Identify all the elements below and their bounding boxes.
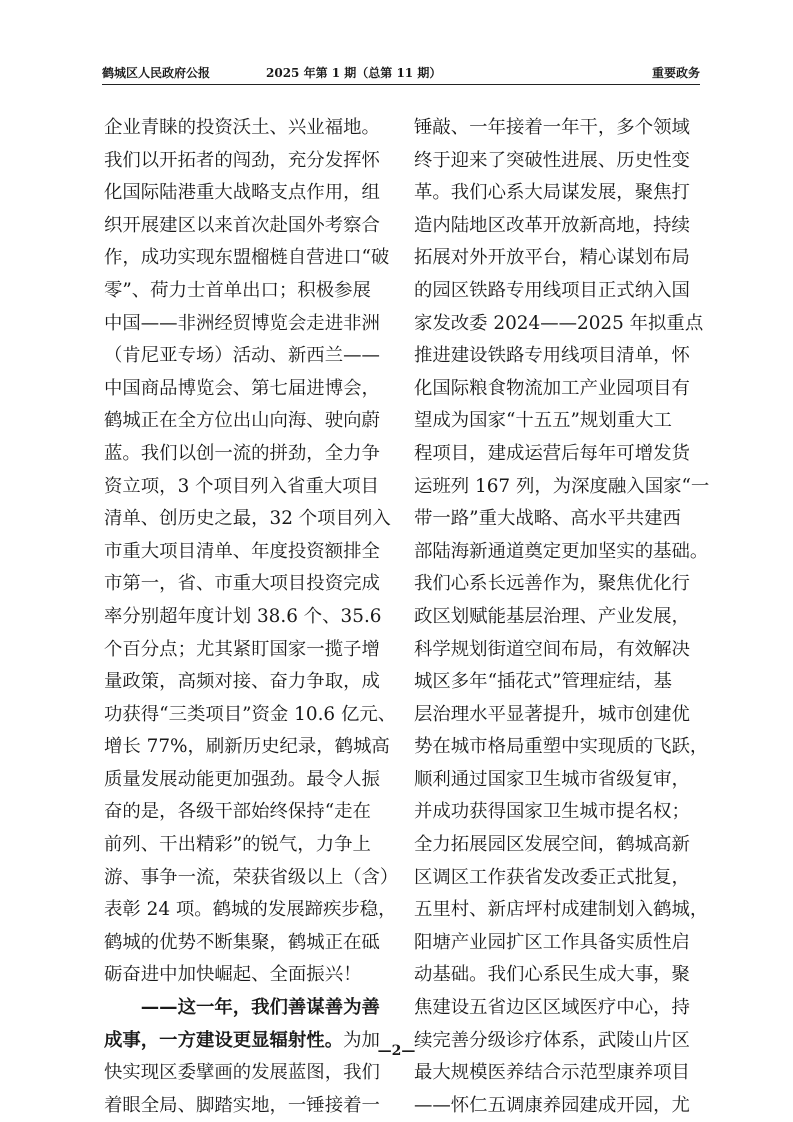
text-line: 城区多年“插花式”管理症结，基 <box>414 671 672 693</box>
section-heading-bold: ——这一年，我们善谋善为善 <box>104 997 380 1019</box>
text-line: ——怀仁五调康养园建成开园，尤 <box>414 1094 690 1116</box>
text-line: 五里村、新店坪村成建制划入鹤城， <box>414 899 709 921</box>
text-line: 市重大项目清单、年度投资额排全 <box>104 540 380 562</box>
text-line: 我们以开拓者的闯劲，充分发挥怀 <box>104 149 380 171</box>
text-line: 前列、干出精彩”的锐气，力争上 <box>104 834 371 856</box>
text-line: 快实现区委擘画的发展蓝图，我们 <box>104 1062 380 1084</box>
text-line: 奋的是，各级干部始终保持“走在 <box>104 801 371 823</box>
text-line: 层治理水平显著提升，城市创建优 <box>414 703 690 725</box>
text-line: 家发改委 2024——2025 年拟重点 <box>414 312 704 334</box>
text-line: 中国商品博览会、第七届进博会， <box>104 377 380 399</box>
text-line: 最大规模医养结合示范型康养项目 <box>414 1062 690 1084</box>
text-line: 中国——非洲经贸博览会走进非洲 <box>104 312 380 334</box>
text-line: 鹤城的优势不断集聚，鹤城正在砥 <box>104 931 380 953</box>
text-line: 革。我们心系大局谋发展，聚焦打 <box>414 182 690 204</box>
text-line: 游、事争一流，荣获省级以上（含） <box>104 866 399 888</box>
text-line: 砺奋进中加快崛起、全面振兴！ <box>104 964 362 986</box>
text-line: 拓展对外开放平台，精心谋划布局 <box>414 247 690 269</box>
text-line: 并成功获得国家卫生城市提名权； <box>414 801 690 823</box>
text-line: 鹤城正在全方位出山向海、驶向蔚 <box>104 410 380 432</box>
page-number: —2— <box>377 1043 416 1059</box>
text-line: 终于迎来了突破性进展、历史性变 <box>414 149 690 171</box>
right-column <box>414 112 710 1122</box>
text-line: 带一路”重大战略、高水平共建西 <box>414 508 681 530</box>
text-line: 运班列 167 列，为深度融入国家“一 <box>414 475 710 497</box>
text-line: 顺利通过国家卫生城市省级复审， <box>414 768 690 790</box>
text-line: 程项目，建成运营后每年可增发货 <box>414 442 690 464</box>
text-line: 增长 77%，刷新历史纪录，鹤城高 <box>104 736 390 758</box>
text-line: 的园区铁路专用线项目正式纳入国 <box>414 279 690 301</box>
text-line: 作，成功实现东盟榴梿自营进口“破 <box>104 247 390 269</box>
text-line: 部陆海新通道奠定更加坚实的基础。 <box>414 540 709 562</box>
text-line: 续完善分级诊疗体系，武陵山片区 <box>414 1029 690 1051</box>
text-line: 阳塘产业园扩区工作具备实质性启 <box>414 931 690 953</box>
text-line: 清单、创历史之最，32 个项目列入 <box>104 508 391 530</box>
text-line: 推进建设铁路专用线项目清单，怀 <box>414 345 690 367</box>
text-run: 为加 <box>343 1029 380 1051</box>
text-line: 资立项，3 个项目列入省重大项目 <box>104 475 380 497</box>
text-line: 焦建设五省边区区域医疗中心，持 <box>414 997 690 1019</box>
text-line: 区调区工作获省发改委正式批复， <box>414 866 690 888</box>
section-name: 重要政务 <box>651 66 700 80</box>
text-line: 零”、荷力士首单出口；积极参展 <box>104 279 371 301</box>
text-line: 锤敲、一年接着一年干，多个领域 <box>414 117 690 138</box>
text-line: 望成为国家“十五五”规划重大工 <box>414 410 672 432</box>
text-line: 动基础。我们心系民生成大事，聚 <box>414 964 690 986</box>
text-line: 功获得“三类项目”资金 10.6 亿元、 <box>104 703 397 725</box>
text-line: 个百分点；尤其紧盯国家一揽子增 <box>104 638 380 660</box>
text-line: 表彰 24 项。鹤城的发展蹄疾步稳， <box>104 899 397 921</box>
text-line: 量政策，高频对接、奋力争取，成 <box>104 671 380 693</box>
header-rule <box>102 84 700 85</box>
left-column <box>104 112 399 1122</box>
text-line: 织开展建区以来首次赴国外考察合 <box>104 214 380 236</box>
text-line: 全力拓展园区发展空间，鹤城高新 <box>414 834 690 856</box>
text-line: 市第一，省、市重大项目投资完成 <box>104 573 380 595</box>
section-heading-line <box>104 992 393 1025</box>
text-line: 蓝。我们以创一流的拼劲，全力争 <box>104 442 380 464</box>
text-line: （肯尼亚专场）活动、新西兰—— <box>104 345 380 367</box>
section-heading-bold: 成事，一方建设更显辐射性。 <box>104 1029 344 1051</box>
running-header <box>102 64 700 80</box>
publication-name: 鹤城区人民政府公报 <box>102 66 211 80</box>
text-line: 势在城市格局重塑中实现质的飞跃， <box>414 736 709 758</box>
issue-number: 2025 年第 1 期（总第 11 期） <box>266 66 442 80</box>
text-line: 化国际粮食物流加工产业园项目有 <box>414 377 690 399</box>
text-line: 质量发展动能更加强劲。最令人振 <box>104 768 380 790</box>
text-line: 化国际陆港重大战略支点作用，组 <box>104 182 380 204</box>
text-line: 科学规划街道空间布局，有效解决 <box>414 638 690 660</box>
text-line: 企业青睐的投资沃土、兴业福地。 <box>104 117 380 138</box>
text-line: 造内陆地区改革开放新高地，持续 <box>414 214 690 236</box>
text-line: 政区划赋能基层治理、产业发展， <box>414 605 690 627</box>
text-line: 着眼全局、脚踏实地，一锤接着一 <box>104 1094 380 1116</box>
text-line: 率分别超年度计划 38.6 个、35.6 <box>104 605 382 627</box>
text-line: 我们心系长远善作为，聚焦优化行 <box>414 573 690 595</box>
